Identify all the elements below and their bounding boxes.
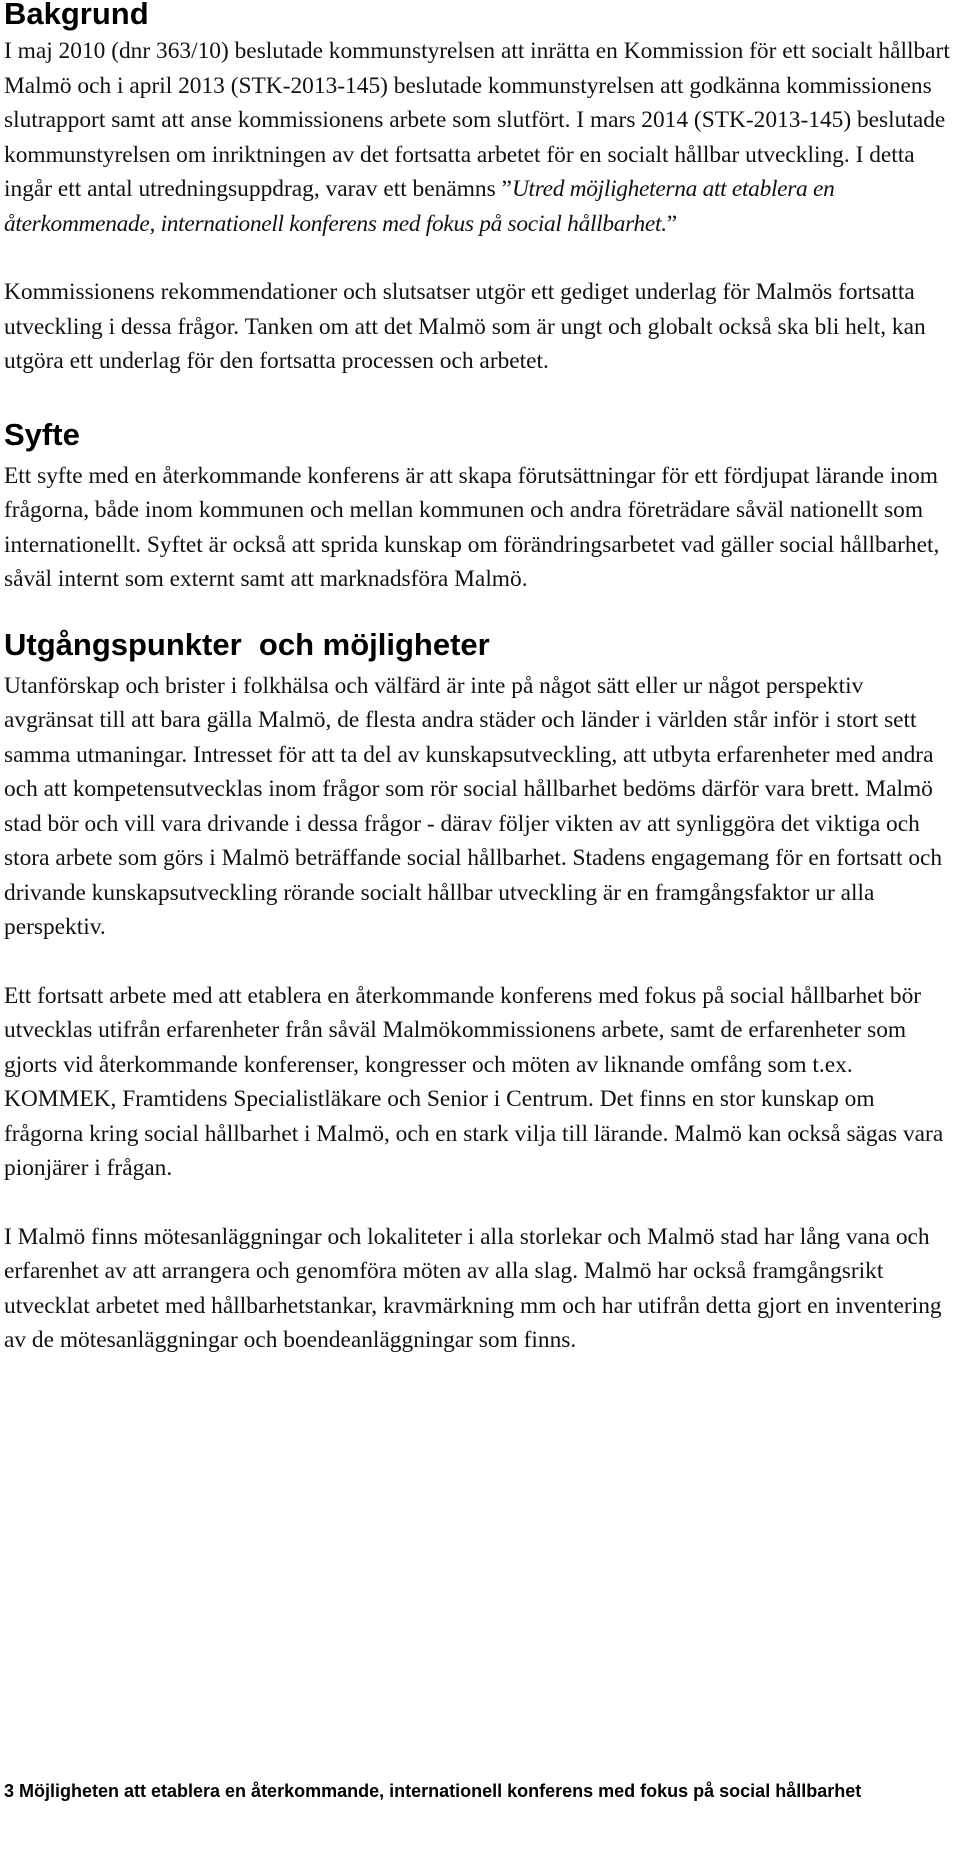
heading-syfte: Syfte [4,416,80,452]
paragraph-bakgrund-1-italic: Utred möjligheterna att etablera en återkommenade, internationell konferens med fokus på social hållbarhet. [4,176,835,237]
heading-bakgrund: Bakgrund [4,0,149,31]
heading-utgangspunkter: Utgångspunkter och möjligheter [4,626,490,662]
paragraph-bakgrund-2: Kommissionens rekommendationer och slutsatser utgör ett gediget underlag för Malmös fortsatta utveckling i dessa frågor. Tanken om att det Malmö som är ungt och globalt också ska bli helt, kan utgöra ett underlag för den fortsatta processen och arbetet. [4,279,926,374]
paragraph-utgangspunkter-3: I Malmö finns mötesanläggningar och lokaliteter i alla storlekar och Malmö stad har lång vana och erfarenhet av att arrangera och genomföra möten av alla slag. Malmö har också framgångsrikt utvecklat arbetet med hållbarhetstankar, kravmärkning mm och har utifrån detta gjort en inventering av de mötesanläggningar och boendeanläggningar som finns. [4,1223,942,1353]
paragraph-syfte-1: Ett syfte med en återkommande konferens är att skapa förutsättningar för ett fördjupat lärande inom frågorna, både inom kommunen och mellan kommunen och andra företrädare såväl nationellt som internationellt. Syftet är också att sprida kunskap om förändringsarbetet vad gäller social hållbarhet, såväl internt som externt samt att marknadsföra Malmö. [4,462,940,592]
paragraph-bakgrund-1 [4,34,958,241]
paragraph-bakgrund-1-text: I maj 2010 (dnr 363/10) beslutade kommunstyrelsen att inrätta en Kommission för ett socialt hållbart Malmö och i april 2013 (STK-2013-145) beslutade kommunstyrelsen att godkänna kommissionens slutrapport samt att anse kommissionens arbete som slutfört. I mars 2014 (STK-2013-145) beslutade kommunstyrelsen om inriktningen av det fortsatta arbetet för en socialt hållbar utveckling. I detta ingår ett antal utredningsuppdrag, varav ett benämns ” [4,38,950,202]
paragraph-bakgrund-1-quote-end: ” [666,210,678,237]
footnote: 3 Möjligheten att etablera en återkommande, internationell konferens med fokus på social hållbarhet [4,1781,862,1801]
paragraph-utgangspunkter-1: Utanförskap och brister i folkhälsa och välfärd är inte på något sätt eller ur något perspektiv avgränsat till att bara gälla Malmö, de flesta andra städer och länder i världen står inför i stort sett samma utmaningar. Intresset för att ta del av kunskapsutveckling, att utbyta erfarenheter med andra och att kompetensutvecklas inom frågor som rör social hållbarhet bedöms därför vara brett. Malmö stad bör och vill vara drivande i dessa frågor - därav följer vikten av att synliggöra det viktiga och stora arbete som görs i Malmö beträffande social hållbarhet. Stadens engagemang för en fortsatt och drivande kunskapsutveckling rörande socialt hållbar utveckling är en framgångsfaktor ur alla perspektiv. [4,672,943,940]
paragraph-utgangspunkter-2: Ett fortsatt arbete med att etablera en återkommande konferens med fokus på social hållbarhet bör utvecklas utifrån erfarenheter från såväl Malmökommissionens arbete, samt de erfarenheter som gjorts vid återkommande konferenser, kongresser och möten av liknande omfång som t.ex. KOMMEK, Framtidens Specialistläkare och Senior i Centrum. Det finns en stor kunskap om frågorna kring social hållbarhet i Malmö, och en stark vilja till lärande. Malmö kan också sägas vara pionjärer i frågan. [4,982,944,1181]
